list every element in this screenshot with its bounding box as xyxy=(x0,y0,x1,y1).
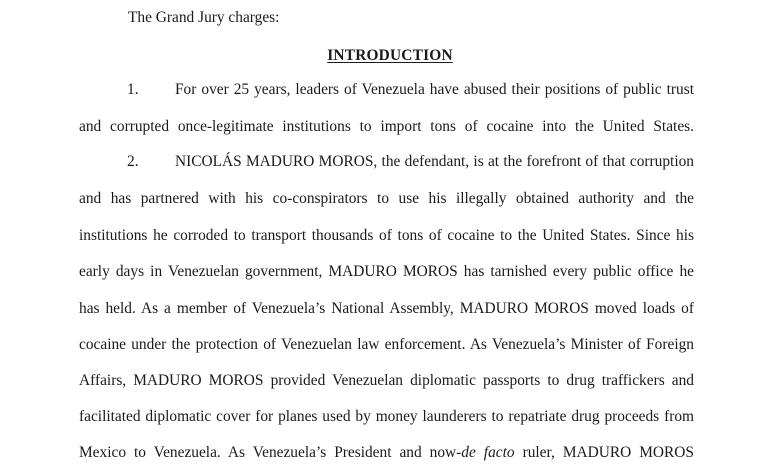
paragraph-2-italic-phrase: de facto xyxy=(461,444,515,461)
paragraph-1-line-1 xyxy=(79,80,694,100)
paragraph-2-text-1: NICOLÁS MADURO MOROS, the defendant, is at the forefront of that corruption xyxy=(175,153,694,170)
paragraph-2-line-8: facilitated diplomatic cover for planes used by money launderers to repatriate drug proceeds from xyxy=(79,408,694,425)
paragraph-1-number: 1. xyxy=(127,81,139,98)
paragraph-1-line-2: and corrupted once-legitimate institutions to import tons of cocaine into the United States. xyxy=(79,118,694,135)
opening-line: The Grand Jury charges: xyxy=(128,9,280,26)
paragraph-2-line-4: early days in Venezuelan government, MADURO MOROS has tarnished every public office he xyxy=(79,263,694,280)
paragraph-1-text-1: For over 25 years, leaders of Venezuela have abused their positions of public trust xyxy=(175,81,694,98)
paragraph-2-line-2: and has partnered with his co-conspirators to use his illegally obtained authority and the xyxy=(79,190,694,207)
paragraph-2-number: 2. xyxy=(127,153,139,170)
paragraph-2-line-3: institutions he corroded to transport thousands of tons of cocaine to the United States. Since his xyxy=(79,227,694,244)
paragraph-2-line-5: has held. As a member of Venezuela’s National Assembly, MADURO MOROS moved loads of xyxy=(79,300,694,317)
paragraph-2-text-9-tail: ruler, MADURO MOROS xyxy=(514,444,694,461)
paragraph-2-line-7: Affairs, MADURO MOROS provided Venezuelan diplomatic passports to drug traffickers and xyxy=(79,372,694,389)
paragraph-2-text-9: Mexico to Venezuela. As Venezuela’s President and now- xyxy=(79,444,462,461)
paragraph-2-line-6: cocaine under the protection of Venezuelan law enforcement. As Venezuela’s Minister of Foreign xyxy=(79,336,694,353)
section-heading: INTRODUCTION xyxy=(327,47,453,64)
paragraph-2-line-9 xyxy=(79,443,694,463)
paragraph-2-line-1 xyxy=(79,152,694,172)
